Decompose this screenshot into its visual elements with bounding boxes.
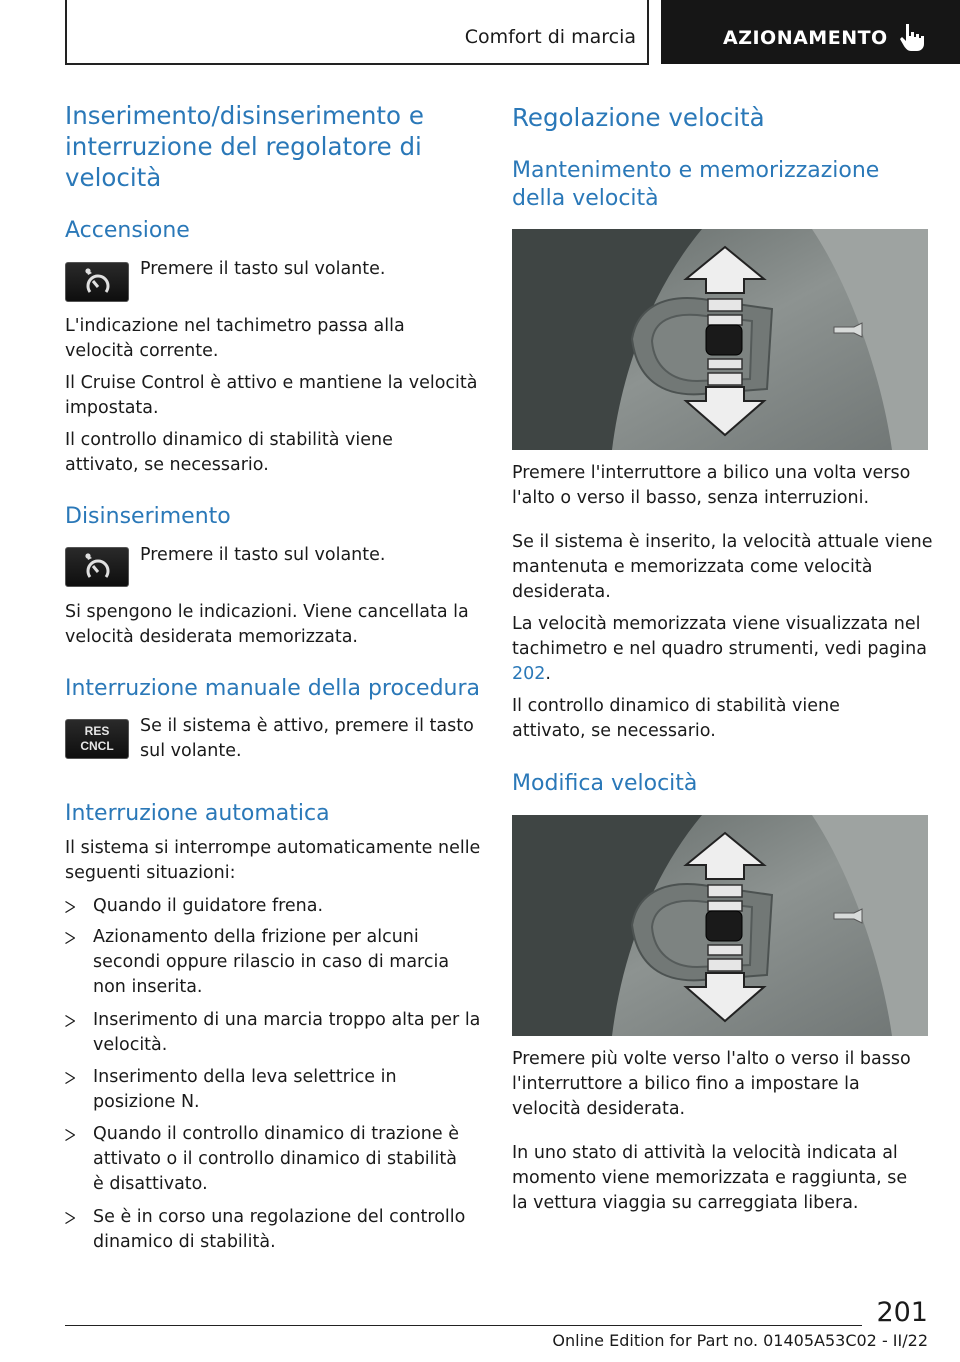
bullet-triangle-icon: [65, 1015, 75, 1027]
bullet-triangle-icon: [65, 1072, 75, 1084]
mantenimento-paragraph-4: Il controllo dinamico di stabilità viene attivato, se necessario.: [512, 696, 840, 741]
heading-modifica-velocita: Modifica velocità: [512, 771, 698, 796]
mantenimento-paragraph-1: Premere l'interruttore a bilico una volta verso l'alto o verso il basso, senza interruzioni.: [512, 463, 911, 508]
header-bottom-rule: [65, 63, 649, 65]
heading-interruzione-manuale: Interruzione manuale della procedura: [65, 676, 481, 701]
accensione-paragraph-2: Il Cruise Control è attivo e mantiene la velocità impostata.: [65, 373, 478, 418]
list-item-text: Inserimento di una marcia troppo alta per la velocità.: [93, 1010, 481, 1055]
bullet-triangle-icon: [65, 932, 75, 944]
page-number: 201: [876, 1297, 928, 1328]
res-cncl-button-image: [65, 719, 129, 759]
header-separator: [647, 0, 649, 64]
res-label-bottom: CNCL: [80, 739, 114, 753]
heading-disinserimento: Disinserimento: [65, 504, 231, 529]
left-main-title: Inserimento/disinserimento e interruzione del regolatore di velocità: [65, 101, 424, 192]
list-item: [65, 1122, 481, 1197]
speedometer-icon: [66, 263, 130, 303]
modifica-paragraph-2: In uno stato di attività la velocità indicata al momento viene memorizzata e raggiunta, se la vettura viaggia su carreggiata libera.: [512, 1143, 908, 1213]
disinserimento-paragraph-1: Si spengono le indicazioni. Viene cancellata la velocità desiderata memorizzata.: [65, 602, 469, 647]
mantenimento-p3-text: La velocità memorizzata viene visualizzata nel tachimetro e nel quadro strumenti, vedi pagina: [512, 614, 927, 659]
list-item-text: Quando il controllo dinamico di trazione è attivato o il controllo dinamico di stabilità è disattivato.: [93, 1124, 459, 1194]
list-item: [65, 1008, 481, 1058]
header-section-title: Comfort di marcia: [464, 26, 636, 48]
hand-pointer-icon: [897, 22, 927, 52]
mantenimento-paragraph-3: [512, 612, 927, 687]
disinserimento-button-text: Premere il tasto sul volante.: [140, 545, 386, 565]
list-item: [65, 925, 481, 1000]
accensione-paragraph-3: Il controllo dinamico di stabilità viene attivato, se necessario.: [65, 430, 393, 475]
manuale-button-text: Se il sistema è attivo, premere il tasto sul volante.: [140, 716, 474, 761]
list-item: [65, 894, 481, 919]
footer-edition-text: Online Edition for Part no. 01405A53C02 - II/22: [552, 1331, 928, 1350]
list-item-text: Azionamento della frizione per alcuni secondi oppure rilascio in caso di marcia non inserita.: [93, 927, 450, 997]
list-item-text: Se è in corso una regolazione del controllo dinamico di stabilità.: [93, 1207, 466, 1252]
cruise-control-button-image: [65, 262, 129, 302]
mantenimento-p3-end: .: [545, 664, 551, 684]
cruise-control-button-image-2: [65, 547, 129, 587]
accensione-paragraph-1: L'indicazione nel tachimetro passa alla velocità corrente.: [65, 316, 405, 361]
bullet-triangle-icon: [65, 1212, 75, 1224]
steering-wheel-rocker-photo-2: [512, 815, 928, 1036]
list-item-text: Quando il guidatore frena.: [93, 896, 324, 916]
bullet-triangle-icon: [65, 901, 75, 913]
list-item: [65, 1205, 481, 1255]
modifica-paragraph-1: Premere più volte verso l'alto o verso il basso l'interruttore a bilico fino a impostare la velocità desiderata.: [512, 1049, 911, 1119]
mantenimento-paragraph-2: Se il sistema è inserito, la velocità attuale viene mantenuta e memorizzata come velocità desiderata.: [512, 532, 933, 602]
res-label-top: RES: [84, 724, 110, 738]
footer-rule: [65, 1325, 862, 1326]
right-main-title: Regolazione velocità: [512, 103, 765, 132]
list-item-text: Inserimento della leva selettrice in posizione N.: [93, 1067, 397, 1112]
heading-mantenimento: Mantenimento e memorizzazione della velocità: [512, 158, 880, 211]
header-chapter-tab: [661, 0, 960, 64]
page-link-202[interactable]: 202: [512, 664, 546, 684]
heading-accensione: Accensione: [65, 218, 190, 243]
header-chapter-label: AZIONAMENTO: [723, 27, 888, 49]
speedometer-icon: [66, 548, 130, 588]
header-left-rule: [65, 0, 67, 64]
accensione-button-text: Premere il tasto sul volante.: [140, 259, 386, 279]
automatica-intro: Il sistema si interrompe automaticamente nelle seguenti situazioni:: [65, 838, 481, 883]
steering-wheel-rocker-photo-1: [512, 229, 928, 450]
res-cncl-label: [66, 724, 128, 754]
list-item: [65, 1065, 481, 1115]
bullet-triangle-icon: [65, 1129, 75, 1141]
heading-interruzione-automatica: Interruzione automatica: [65, 801, 330, 826]
